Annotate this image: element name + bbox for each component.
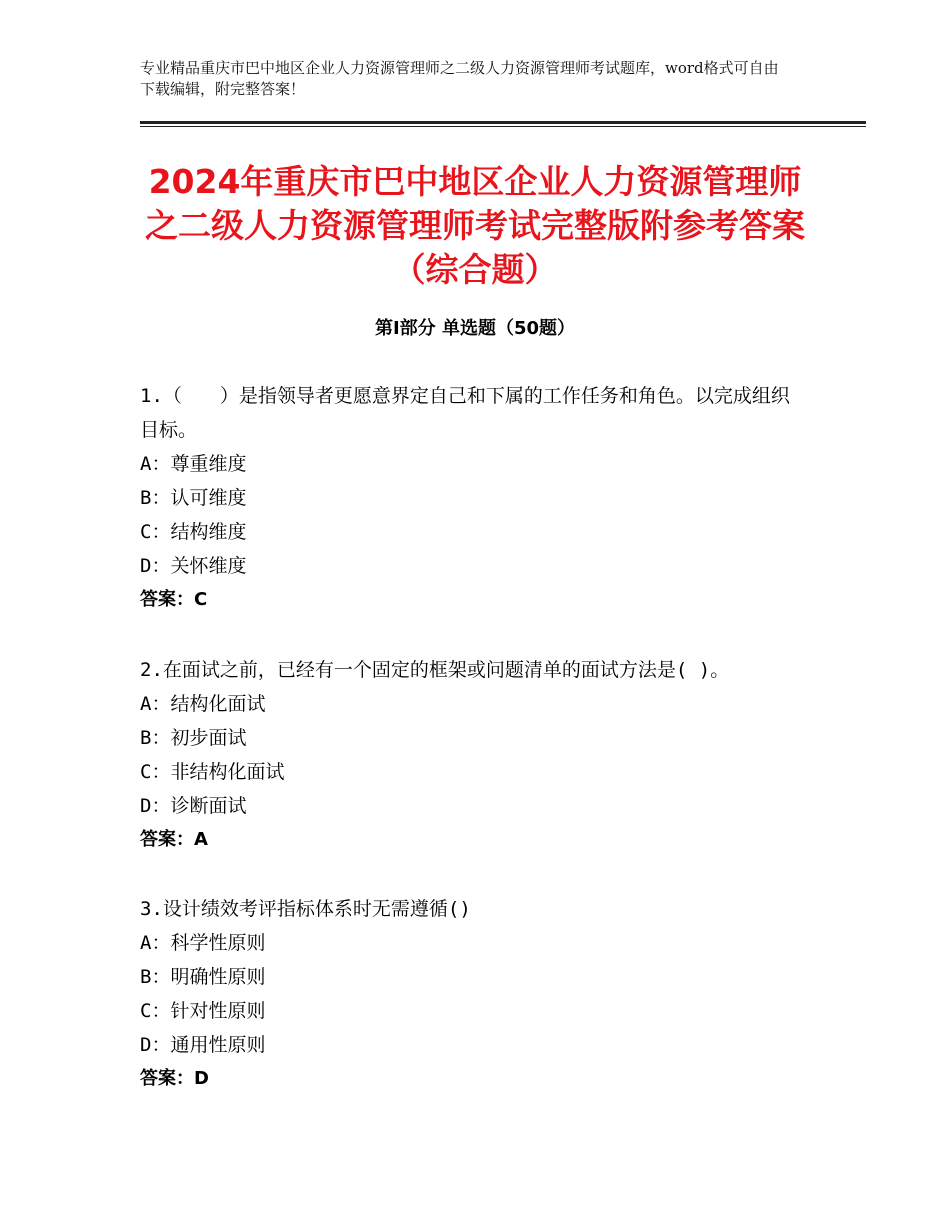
answer-line: 答案：C bbox=[140, 589, 208, 610]
header-divider-thick bbox=[140, 121, 866, 124]
question-stem: 1.（ ）是指领导者更愿意界定自己和下属的工作任务和角色。以完成组织目标。 bbox=[140, 385, 790, 441]
question-block bbox=[140, 379, 800, 617]
option-c: C：结构维度 bbox=[140, 521, 247, 543]
option-d: D：通用性原则 bbox=[140, 1034, 266, 1056]
document-title: 2024年重庆市巴中地区企业人力资源管理师之二级人力资源管理师考试完整版附参考答案（综合题） bbox=[145, 162, 805, 289]
option-d: D：诊断面试 bbox=[140, 795, 247, 817]
header-note: 专业精品重庆市巴中地区企业人力资源管理师之二级人力资源管理师考试题库，word格式可自由下载编辑，附完整答案！ bbox=[140, 59, 779, 98]
answer-line: 答案：D bbox=[140, 1068, 209, 1089]
option-d: D：关怀维度 bbox=[140, 555, 247, 577]
option-b: B：明确性原则 bbox=[140, 966, 266, 988]
option-a: A：科学性原则 bbox=[140, 932, 266, 954]
section-heading: 第Ⅰ部分 单选题（50题） bbox=[374, 318, 575, 339]
option-c: C：非结构化面试 bbox=[140, 761, 285, 783]
question-stem: 2.在面试之前，已经有一个固定的框架或问题清单的面试方法是( )。 bbox=[140, 659, 730, 681]
option-a: A：尊重维度 bbox=[140, 453, 247, 475]
question-block bbox=[140, 653, 800, 857]
option-a: A：结构化面试 bbox=[140, 693, 266, 715]
question-stem: 3.设计绩效考评指标体系时无需遵循() bbox=[140, 898, 471, 920]
question-block bbox=[140, 892, 800, 1096]
header-divider-thin bbox=[140, 126, 866, 127]
option-b: B：初步面试 bbox=[140, 727, 247, 749]
option-b: B：认可维度 bbox=[140, 487, 247, 509]
option-c: C：针对性原则 bbox=[140, 1000, 266, 1022]
answer-line: 答案：A bbox=[140, 829, 208, 850]
